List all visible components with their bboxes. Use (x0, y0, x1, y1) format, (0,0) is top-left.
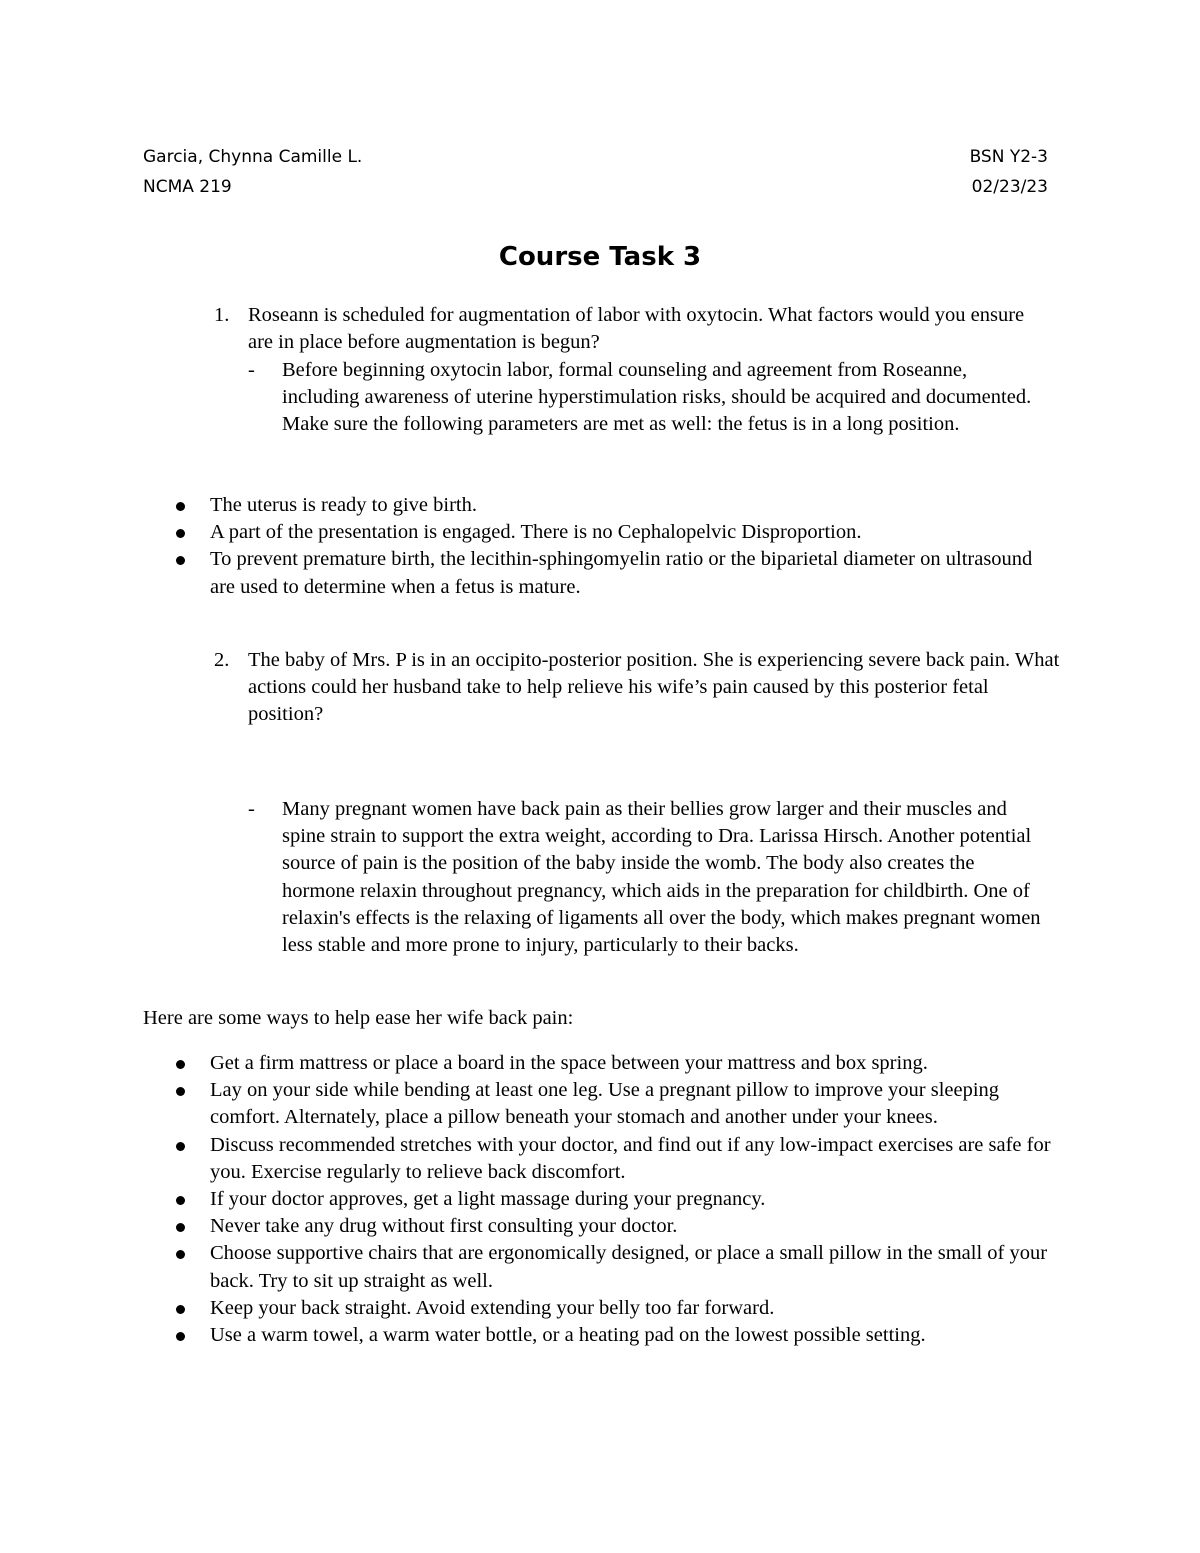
question-2 (214, 647, 1064, 729)
list-item: Use a warm towel, a warm water bottle, or a heating pad on the lowest possible setting. (174, 1322, 1074, 1349)
question-2-bullet-list (174, 1050, 1074, 1349)
list-item: Keep your back straight. Avoid extending your belly too far forward. (174, 1295, 1074, 1322)
bullet-icon (176, 1196, 185, 1205)
question-2-answer-text: Many pregnant women have back pain as their bellies grow larger and their muscles and spine strain to support the extra weight, according to Dra. Larissa Hirsch. Another potential source of pain is the position of the baby inside the womb. The body also creates the hormone relaxin throughout pregnancy, which aids in the preparation for childbirth. One of relaxin's effects is the relaxing of ligaments all over the body, which makes pregnant women less stable and more prone to injury, particularly to their backs. (282, 798, 1041, 957)
list-item: Never take any drug without first consulting your doctor. (174, 1213, 1074, 1240)
list-item: Get a firm mattress or place a board in the space between your mattress and box spring. (174, 1050, 1074, 1077)
question-1 (214, 302, 1044, 356)
list-item: If your doctor approves, get a light massage during your pregnancy. (174, 1186, 1074, 1213)
question-1-bullet-list (174, 492, 1054, 601)
bullet-icon (176, 1305, 185, 1314)
bullet-icon (176, 1332, 185, 1341)
bullet-icon (176, 502, 185, 511)
bullet-icon (176, 1223, 185, 1232)
question-2-answer (248, 796, 1048, 959)
course-code: NCMA 219 (143, 177, 232, 197)
bullet-icon (176, 1250, 185, 1259)
question-2-intro: Here are some ways to help ease her wife back pain: (143, 1007, 574, 1029)
list-item: To prevent premature birth, the lecithin-sphingomyelin ratio or the biparietal diameter on ultrasound are used to determine when a fetus is mature. (174, 546, 1054, 600)
list-item: The uterus is ready to give birth. (174, 492, 1054, 519)
question-2-text: The baby of Mrs. P is in an occipito-posterior position. She is experiencing severe back pain. What actions could her husband take to help relieve his wife’s pain caused by this posterior fetal position? (248, 649, 1060, 726)
answer-dash-marker: - (248, 359, 255, 381)
page-title: Course Task 3 (498, 242, 702, 272)
bullet-icon (176, 1060, 185, 1069)
question-1-text: Roseann is scheduled for augmentation of labor with oxytocin. What factors would you ensure are in place before augmentation is begun? (248, 304, 1025, 354)
student-section: BSN Y2-3 (969, 147, 1048, 167)
question-1-answer-text: Before beginning oxytocin labor, formal counseling and agreement from Roseanne, including awareness of uterine hyperstimulation risks, should be acquired and documented. Make sure the following parameters are met as well: the fetus is in a long position. (282, 359, 1032, 436)
question-1-number: 1. (214, 304, 230, 326)
question-1-answer (248, 357, 1048, 439)
submission-date: 02/23/23 (971, 177, 1048, 197)
student-name: Garcia, Chynna Camille L. (143, 147, 363, 167)
list-item: A part of the presentation is engaged. There is no Cephalopelvic Disproportion. (174, 519, 1054, 546)
bullet-icon (176, 1087, 185, 1096)
bullet-icon (176, 1142, 185, 1151)
bullet-icon (176, 529, 185, 538)
bullet-icon (176, 556, 185, 565)
list-item: Discuss recommended stretches with your doctor, and find out if any low-impact exercises are safe for you. Exercise regularly to relieve back discomfort. (174, 1132, 1074, 1186)
answer-dash-marker: - (248, 798, 255, 820)
list-item: Lay on your side while bending at least one leg. Use a pregnant pillow to improve your sleeping comfort. Alternately, place a pillow beneath your stomach and another under your knees. (174, 1077, 1074, 1131)
list-item: Choose supportive chairs that are ergonomically designed, or place a small pillow in the small of your back. Try to sit up straight as well. (174, 1240, 1074, 1294)
question-2-number: 2. (214, 649, 230, 671)
